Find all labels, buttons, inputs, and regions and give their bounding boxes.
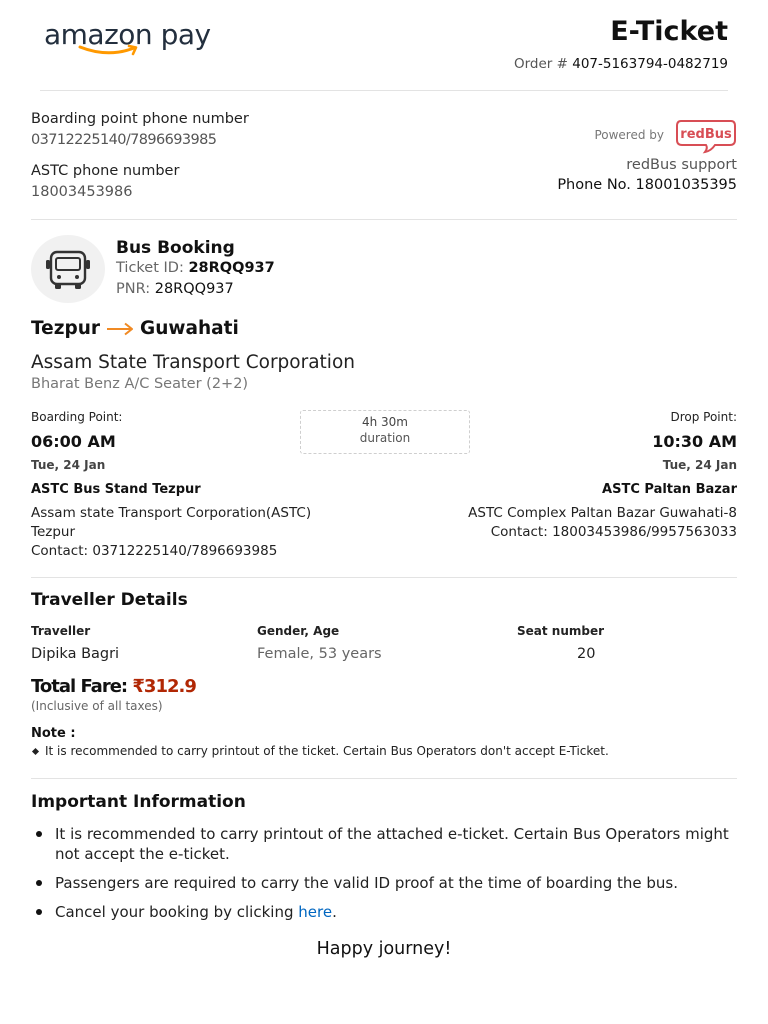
boarding-phone-value: 03712225140/7896693985	[31, 132, 217, 148]
astc-phone-value: 18003453986	[31, 184, 133, 200]
fare-note: (Inclusive of all taxes)	[31, 699, 163, 713]
order-label: Order #	[513, 56, 568, 72]
route	[31, 318, 239, 339]
drop-time: 10:30 AM	[652, 432, 737, 451]
drop-date: Tue, 24 Jan	[662, 458, 737, 472]
support-phone: Phone No. 18001035395	[557, 177, 737, 193]
bus-icon	[41, 244, 95, 294]
gender-age-header: Gender, Age	[257, 624, 340, 638]
boarding-address	[31, 504, 311, 561]
closing-message: Happy journey!	[316, 939, 452, 959]
redbus-logo	[675, 118, 737, 154]
powered-by-label: Powered by	[594, 128, 664, 142]
pnr-row	[116, 281, 234, 297]
info-item: Passengers are required to carry the valid ID proof at the time of boarding the bus.	[31, 873, 731, 893]
duration-label: duration	[359, 431, 411, 445]
boarding-place: ASTC Bus Stand Tezpur	[31, 482, 201, 497]
redbus-logo-text: redBus	[680, 127, 732, 142]
duration-value: 4h 30m	[361, 415, 408, 429]
route-to: Guwahati	[140, 318, 239, 339]
total-fare	[31, 676, 196, 697]
smile-icon	[78, 44, 142, 58]
cancel-text: Cancel your booking by clicking	[55, 903, 299, 921]
important-info-list	[31, 824, 731, 931]
order-value: 407-5163794-0482719	[572, 56, 728, 72]
drop-contact: Contact: 18003453986/9957563033	[490, 524, 737, 540]
divider	[31, 778, 737, 779]
astc-phone-label: ASTC phone number	[31, 163, 180, 179]
amazon-pay-logo	[44, 18, 219, 62]
drop-address-line1: ASTC Complex Paltan Bazar Guwahati-8	[468, 505, 737, 521]
cancel-suffix: .	[332, 903, 337, 921]
total-fare-label: Total Fare:	[31, 676, 128, 697]
bullet-icon	[32, 747, 39, 754]
traveller-name: Dipika Bagri	[31, 646, 120, 662]
note-title: Note :	[31, 726, 76, 741]
ticket-id-row	[116, 260, 275, 276]
drop-point-label: Drop Point:	[670, 410, 737, 424]
order-number	[514, 56, 728, 72]
traveller-section-title: Traveller Details	[31, 590, 188, 610]
boarding-date: Tue, 24 Jan	[31, 458, 106, 472]
boarding-phone-label: Boarding point phone number	[31, 111, 249, 127]
divider	[31, 577, 737, 578]
drop-address	[468, 504, 737, 542]
boarding-address-line1: Assam state Transport Corporation(ASTC)	[31, 505, 312, 521]
cancel-booking-link[interactable]: here	[298, 903, 333, 921]
arrow-right-icon	[106, 322, 134, 336]
duration-box	[300, 410, 470, 454]
traveller-header: Traveller	[31, 624, 91, 638]
route-from: Tezpur	[31, 318, 101, 339]
boarding-time: 06:00 AM	[31, 432, 116, 451]
traveller-seat: 20	[577, 646, 596, 662]
support-label: redBus support	[626, 157, 737, 173]
info-item	[31, 902, 731, 922]
info-item: It is recommended to carry printout of the attached e-ticket. Certain Bus Operators might not accept the e-ticket.	[31, 824, 731, 864]
booking-title: Bus Booking	[116, 238, 235, 258]
note-item	[31, 744, 609, 758]
ticket-id-value: 28RQQ937	[188, 260, 275, 276]
important-info-title: Important Information	[31, 792, 246, 812]
divider	[31, 219, 737, 220]
operator-name: Assam State Transport Corporation	[31, 352, 355, 373]
traveller-gender-age: Female, 53 years	[257, 646, 382, 662]
pnr-value: 28RQQ937	[154, 281, 234, 297]
boarding-point-label: Boarding Point:	[31, 410, 123, 424]
bus-type: Bharat Benz A/C Seater (2+2)	[31, 376, 249, 392]
drop-place: ASTC Paltan Bazar	[602, 482, 737, 497]
note-text: It is recommended to carry printout of the ticket. Certain Bus Operators don't accept E-Ticket.	[45, 744, 609, 758]
pnr-label: PNR:	[116, 281, 151, 297]
boarding-contact: Contact: 03712225140/7896693985	[31, 543, 278, 559]
ticket-id-label: Ticket ID:	[116, 260, 184, 276]
total-fare-amount: ₹312.9	[132, 676, 196, 697]
seat-header: Seat number	[517, 624, 605, 638]
boarding-address-line2: Tezpur	[31, 524, 76, 540]
logo-text: amazon pay	[44, 18, 211, 51]
page-title: E-Ticket	[610, 16, 728, 47]
divider	[40, 90, 728, 91]
